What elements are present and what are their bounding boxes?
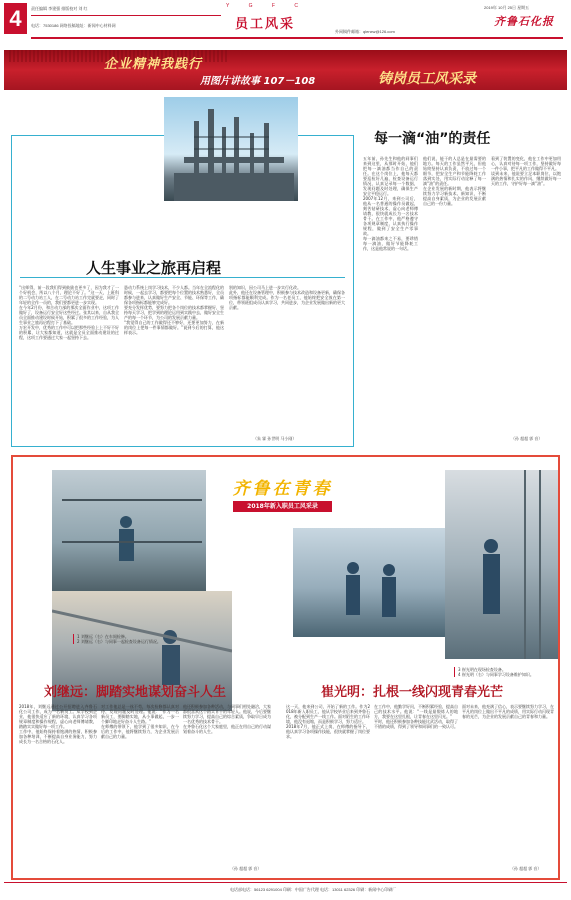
feature-title-left: 刘继远：脚踏实地谋划奋斗人生 — [44, 685, 227, 700]
banner-line2: 用图片讲故事 107－108 — [200, 76, 316, 87]
story-byline: （朱 霖 孙世明 马小刚） — [253, 436, 297, 441]
feature-column: 2018年，刘继远通过公开招聘进入齐鲁石化公司工作，成为一名新员工。从学校到企业，他很快适应了新的环境，认真学习各项规章制度和操作规程，虚心向老师傅请教，踏踏实实做好每一项工作。 工作中，他始终保持着饱满的热情，积极参加各种培训，不断提高自身业务能力，努力成长为一名合格的石化人。 — [19, 704, 97, 744]
story-column: “出师得，前一段我们得到鼓励也更多了，因为我才了一个好机会，所以八个月，理论不好了。”这一天，上班科的二号动力站工人，在二号动力站工作完就要走，同时了年轻的全作一员的，我们要都更进一步实现。 在今年2月份，和合动力部的那次全面作业中，这项工作做好了，设备运行安全好这些经过。张其以来，自从我全员全面推动建设时候开始，积累了很多的工作经验，为人生事业之旅再启程打下了基础。 万宏开发中，优秀的工作中可以把那些经验上上不好不好的积累，让大家都知道，这就是全员全面推动建设的过程，这项工作要通过大家一起坚持下去。 — [19, 285, 119, 340]
story-column: 他们说，能干的人总是在最需要的地方。每天的工作虽然平凡，但他始终坚持认真负责，不放过每一个细节，把安全生产和节能降耗工作落到实处，用实际行动诠释了每一滴“油”的责任。 在企业发展的新时期，他表示将继续努力学习新技术、新知识，不断提高自身素质，为企业的发展贡献自己的一份力量。 — [423, 156, 486, 206]
story-column: 悬动力系统上岗学习技术，不少人都。当年在全流程化的时候，一起去学习，都要把每个位置的技术熟悉好，全员都参与进来，认真做好生产安全、节能、环保等工作，确保各项指标都能够完成好。 要充分发挥优势，要努力把各个岗位的技术都掌握好，坚持每天学习，把学到的理论运用到实践中去，做好安全生产的每一个环节，为公司的发展贡献力量。 “我觉得自己的工作做得还不够好，还要更加努力，在新的岗位上把每一件事情都做好。”说到今后的打算，他这样表示。 — [124, 285, 224, 335]
feature-column: 在工作中，他勤学好问，不断积累经验，提高自己的技术水平。他说：“一线是最锻炼人的地方，我要在这里扎根，让青春在这里闪光。” 平时，他还积极参加各种技能比武活动，取得了不错的成绩，得到了领导和同事们的一致认可。 — [374, 704, 458, 729]
story-title: 每一滴“油”的责任 — [374, 131, 491, 147]
feature-logo-script: 齐鲁在青春 — [232, 479, 333, 499]
banner-line3: 铸岗员工风采录 — [378, 71, 476, 87]
feature-column: 面对未来，他充满了信心，表示要继续努力学习，在平凡的岗位上做出不平凡的成绩，用实际行动闪现青春的光芒，为企业的发展贡献自己的青春和力量。 — [462, 704, 554, 719]
column-banner — [4, 50, 567, 90]
footer-text: 电话部电话：56123 6291004 印刷：中国广告代理 电话：13011 62326 印刷：新闻中心印刷厂 — [230, 887, 397, 892]
refinery-silhouette-icon — [164, 97, 298, 201]
section-title: 员工风采 — [235, 17, 296, 32]
divider — [20, 277, 345, 278]
divider — [31, 15, 221, 16]
worker-photo — [293, 528, 445, 637]
feature-title-right: 崔光明：扎根一线闪现青春光芒 — [321, 685, 504, 700]
worker-photo — [52, 470, 206, 591]
story-byline: （孙 超超 郭 音） — [511, 436, 543, 441]
story-column: 看到了装置的变化，他在工作中更加用心，认真对待每一项工作，坚持做好每一件小事，把平凡的工作做得不平凡。 谈到未来，他说要立足本职岗位，以饱满的热情和扎实的作风，继续做好每一天的工作，守护好每一滴“油”。 — [491, 156, 561, 186]
feature-logo-banner: 2018年新入职员工风采录 — [233, 501, 332, 512]
page-number: 4 — [4, 3, 27, 34]
date-line: 2019年 10月 25日 星期五 — [484, 5, 530, 10]
feature-byline: （孙 超超 郭 音） — [230, 866, 262, 871]
divider — [31, 37, 563, 39]
page-footer — [0, 880, 571, 900]
photo-caption: 1 刘继远（右）在车间检修。 2 刘继远（右）与同事一起检查设备运行情况。 — [73, 634, 173, 644]
phone-line: 电话：7530186 网络投稿地址：新闻中心材料网 — [31, 23, 116, 28]
worker-icon — [445, 470, 558, 659]
worker-photo — [445, 470, 558, 659]
story-column: 五年前，孙先生和他的同事们来到这里，从那时开始，他们把每一滴油都当作自己的责任。在这个岗位上，他每天都要巡检好几遍，检查设备运行情况，认真记录每一个数据，发现问题及时处理，确保生产安全平稳运行。 2007年12月，来到公司后，他从一名普通的操作员做起，刻苦钻研技术，虚心向老师傅请教，很快就成长为一名技术骨干。在工作中，他严格遵守各项规章制度，认真执行操作规程，做到了安全生产零事故。 每一滴油都来之不易，要珍惜每一滴油，做好节能降耗工作，这是他常说的一句话。 — [363, 156, 418, 251]
story-title: 人生事业之旅再启程 — [86, 259, 222, 277]
banner-line1: 企业精神我践行 — [104, 57, 203, 72]
contribution-email: 外网稿件邮箱：qlenxw@126.com — [335, 29, 395, 34]
photo-caption: 3 崔光明在现场检查设备。 4 崔光明（右）与同事学习设备维护知识。 — [454, 667, 553, 677]
worker-icon — [293, 528, 445, 637]
editor-line: 责任编辑 李建强 排版校对 刘 红 — [31, 6, 88, 11]
section-pinyin: Y G F C — [226, 3, 307, 9]
paper-logo: 齐鲁石化报 — [494, 15, 554, 28]
story-column: 别的知识，因公司马上进一步实行化改。 此外，他还在设备管理中，积极参与技术改造和设备更新，确保各项指标都能顺利完成。作为一名老员工，他始终把安全放在第一位，带领班组成员认真学习，共同进步，为企业发展做出新的更大贡献。 — [229, 285, 345, 310]
refinery-photo — [164, 97, 298, 201]
worker-icon — [52, 470, 206, 591]
feature-byline: （孙 超超 郭 音） — [510, 866, 542, 871]
feature-column: 对工作他总是一丝不苟，每次检修都认真对待，发现问题及时处理。他说：“作为一名新员工，要脚踏实地，从小事做起，一步一个脚印地走好奋斗人生路。” 在师傅的带领下，他学到了很多知识，在今后的工作中，他将继续努力，为企业发展贡献自己的力量。 — [101, 704, 179, 739]
feature-logo — [227, 473, 338, 518]
feature-column: 他还积极参加各种活动，与同事们相处融洽，大家都很喜欢这个踏实肯干的年轻人。他说，今后要继续努力学习，提高自己的综合素质，争取早日成为一名优秀的技术骨干。 在齐鲁石化这个大家庭里，他正在用自己的行动谋划着奋斗的人生。 — [183, 704, 271, 734]
divider — [4, 882, 567, 883]
feature-column: 这一天，他来到公司，开始了新的工作。作为2018年新入职员工，他从学校毕业后来到齐鲁石化，被分配到生产一线工作。面对陌生的工作环境，他没有退缩，而是积极学习，努力适应。 2018年7月，他正式上岗，在师傅的指导下，他认真学习各项操作技能，很快就掌握了岗位要求。 — [286, 704, 370, 739]
